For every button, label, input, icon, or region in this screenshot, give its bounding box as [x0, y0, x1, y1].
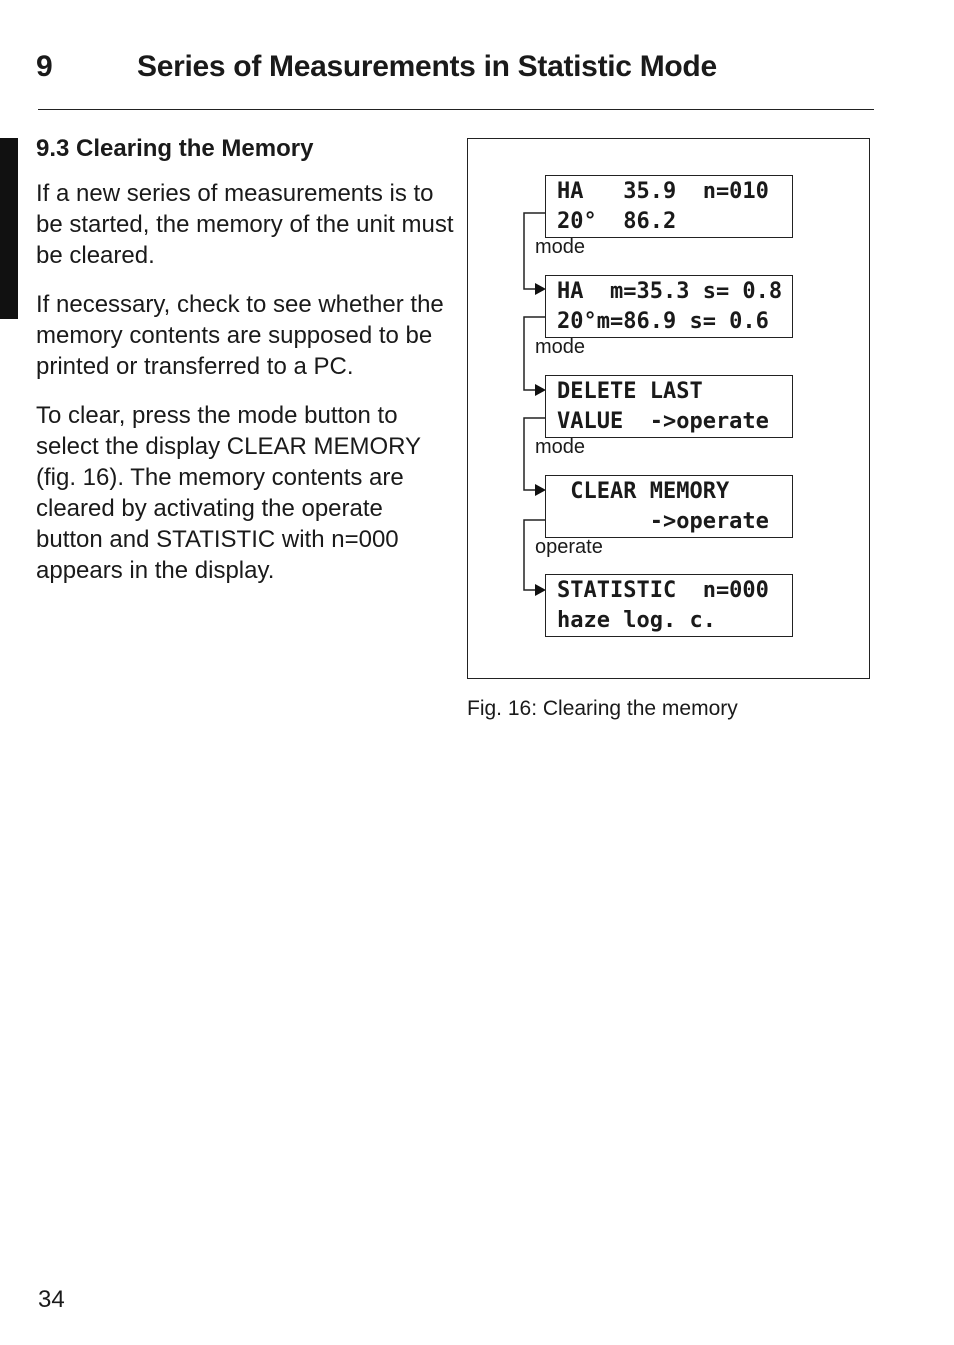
- page-number: 34: [38, 1286, 65, 1313]
- transition-label-mode: mode: [535, 236, 586, 258]
- figure-caption: Fig. 16: Clearing the memory: [467, 697, 738, 720]
- paragraph-clear-procedure: To clear, press the mode button to select the display CLEAR MEMORY (fig. 16). The memory contents are cleared by activating the operate button and STATISTIC with n=000 appears in the display.: [36, 402, 421, 584]
- paragraph-check-memory: If necessary, check to see whether the memory contents are supposed to be printed or transferred to a PC.: [36, 291, 444, 380]
- lcd-line-1: HA m=35.3 s= 0.8: [557, 279, 783, 304]
- lcd-line-1: DELETE LAST: [557, 379, 703, 404]
- lcd-line-1: CLEAR MEMORY: [557, 479, 730, 504]
- lcd-line-2: VALUE ->operate: [557, 409, 769, 434]
- lcd-display-clear-memory: [545, 475, 793, 538]
- lcd-display-statistics: [545, 275, 793, 338]
- chapter-title: Series of Measurements in Statistic Mode: [137, 50, 717, 83]
- section-heading: 9.3 Clearing the Memory: [36, 135, 314, 162]
- paragraph-new-series: If a new series of measurements is to be started, the memory of the unit must be cleared.: [36, 180, 454, 269]
- lcd-display-statistic-reset: [545, 574, 793, 637]
- transition-label-operate: operate: [535, 536, 603, 558]
- transition-label-mode: mode: [535, 436, 586, 458]
- lcd-display-delete-last: [545, 375, 793, 438]
- lcd-line-2: ->operate: [557, 509, 769, 534]
- chapter-number: 9: [36, 50, 53, 83]
- lcd-line-2: haze log. c.: [557, 608, 716, 633]
- transition-label-mode: mode: [535, 336, 586, 358]
- lcd-line-1: HA 35.9 n=010: [557, 179, 769, 204]
- lcd-display-measurement: [545, 175, 793, 238]
- lcd-line-2: 20°m=86.9 s= 0.6: [557, 309, 769, 334]
- lcd-line-1: STATISTIC n=000: [557, 578, 769, 603]
- lcd-line-2: 20° 86.2: [557, 209, 677, 234]
